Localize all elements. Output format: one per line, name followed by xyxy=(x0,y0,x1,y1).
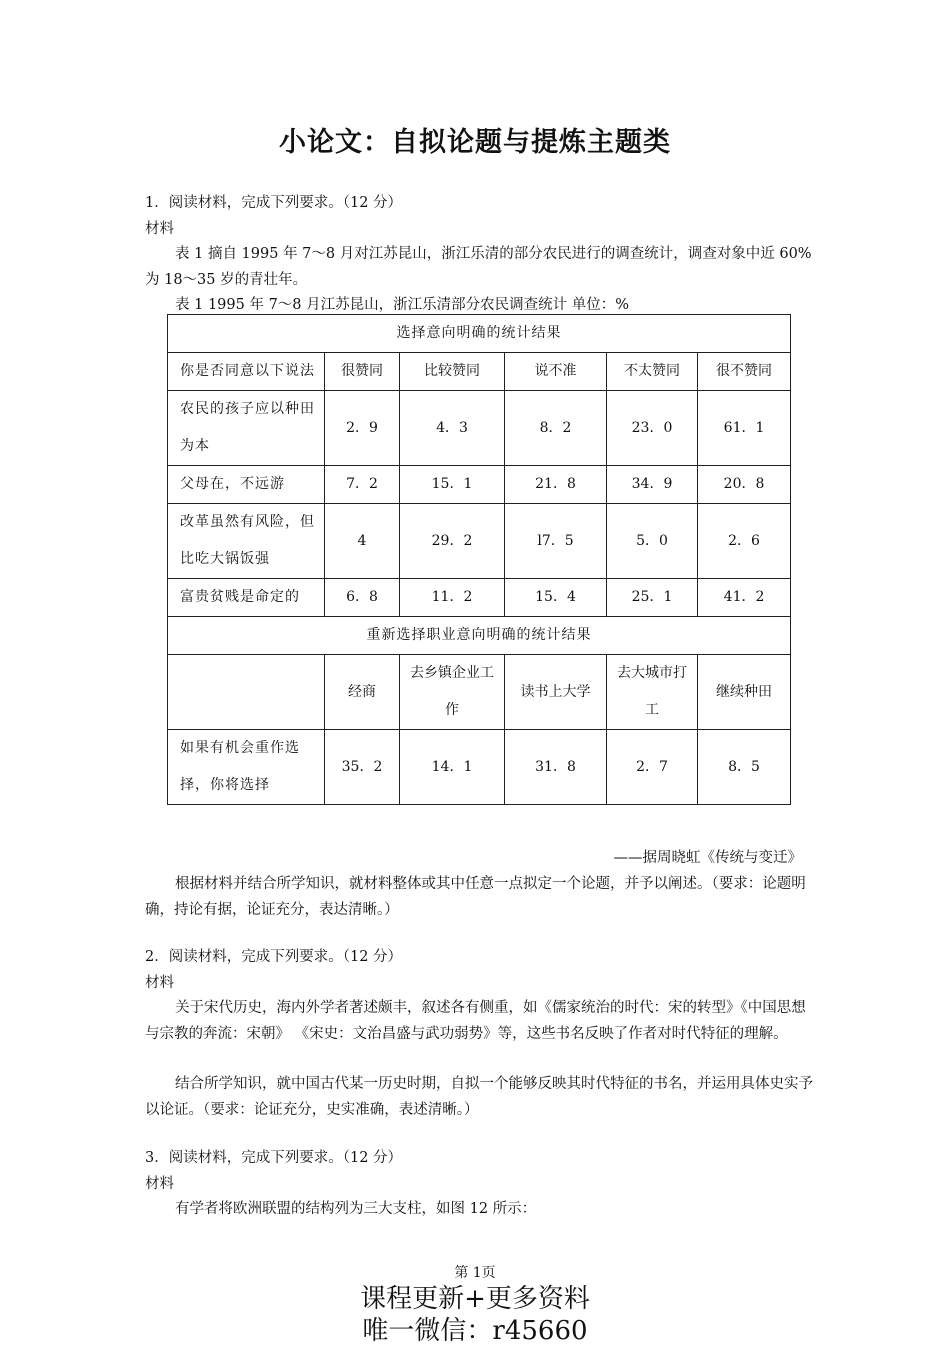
page-number: 第 1页 xyxy=(454,1265,496,1281)
table-cell: 5．0 xyxy=(607,504,698,579)
table-cell: 25．1 xyxy=(607,579,698,617)
q2-heading: 2．阅读材料，完成下列要求。（12 分） xyxy=(145,949,403,965)
table-cell: 4．3 xyxy=(400,391,505,466)
table-cell: 15．4 xyxy=(505,579,607,617)
table-cell: 农民的孩子应以种田为本 xyxy=(168,391,325,466)
q1-table-caption: 表 1 1995 年 7～8 月江苏昆山，浙江乐清部分农民调查统计 单位：% xyxy=(175,297,630,313)
q3-heading: 3．阅读材料，完成下列要求。（12 分） xyxy=(145,1150,403,1166)
table-cell: 15．1 xyxy=(400,466,505,504)
table-cell: 4 xyxy=(325,504,400,579)
table-cell: 41．2 xyxy=(698,579,791,617)
table-cell: 8．2 xyxy=(505,391,607,466)
section2-title: 重新选择职业意向明确的统计结果 xyxy=(168,617,791,655)
table-cell: 31．8 xyxy=(505,730,607,805)
header-cell: 去大城市打工 xyxy=(607,655,698,730)
survey-table xyxy=(167,314,791,805)
q1-heading: 1．阅读材料，完成下列要求。（12 分） xyxy=(145,195,403,211)
q1-intro: 表 1 摘自 1995 年 7～8 月对江苏昆山，浙江乐清的部分农民进行的调查统计，调查对象中近 60%为 18～35 岁的青壮年。 xyxy=(145,246,812,288)
header-cell: 不太赞同 xyxy=(607,353,698,391)
section1-title: 选择意向明确的统计结果 xyxy=(168,315,791,353)
table-cell: 14．1 xyxy=(400,730,505,805)
table-row xyxy=(168,730,791,805)
table-header-row xyxy=(168,353,791,391)
header-cell: 继续种田 xyxy=(698,655,791,730)
table-row xyxy=(168,391,791,466)
table-row xyxy=(168,579,791,617)
header-cell: 说不准 xyxy=(505,353,607,391)
header-cell: 很不赞同 xyxy=(698,353,791,391)
table-row xyxy=(168,466,791,504)
table-header-row xyxy=(168,655,791,730)
table-cell: 35．2 xyxy=(325,730,400,805)
table-cell: 6．8 xyxy=(325,579,400,617)
table-cell: 29．2 xyxy=(400,504,505,579)
table-cell: 如果有机会重作选择，你将选择 xyxy=(168,730,325,805)
table-cell: 20．8 xyxy=(698,466,791,504)
table-cell: 21．8 xyxy=(505,466,607,504)
header-cell: 比较赞同 xyxy=(400,353,505,391)
q2-material-label: 材料 xyxy=(145,975,174,991)
table-cell: 改革虽然有风险，但比吃大锅饭强 xyxy=(168,504,325,579)
q1-task: 根据材料并结合所学知识，就材料整体或其中任意一点拟定一个论题，并予以阐述。（要求：论题明确，持论有据，论证充分，表达清晰。） xyxy=(145,876,806,918)
table-cell: 父母在，不远游 xyxy=(168,466,325,504)
table-section-row xyxy=(168,315,791,353)
header-cell: 很赞同 xyxy=(325,353,400,391)
header-cell xyxy=(168,655,325,730)
q3-material-label: 材料 xyxy=(145,1176,174,1192)
footer-line-2: 唯一微信：r45660 xyxy=(362,1316,588,1346)
q3-text: 有学者将欧洲联盟的结构列为三大支柱，如图 12 所示： xyxy=(175,1201,537,1217)
header-cell: 经商 xyxy=(325,655,400,730)
table-cell: 34．9 xyxy=(607,466,698,504)
table-source: ——据周晓虹《传统与变迁》 xyxy=(613,850,802,866)
page-title: 小论文：自拟论题与提炼主题类 xyxy=(279,127,671,158)
footer-line-1: 课程更新+更多资料 xyxy=(360,1284,590,1314)
table-cell: 11．2 xyxy=(400,579,505,617)
q2-task: 结合所学知识，就中国古代某一历史时期，自拟一个能够反映其时代特征的书名，并运用具体史实予以论证。（要求：论证充分，史实准确，表述清晰。） xyxy=(145,1076,813,1118)
table-cell: 富贵贫贱是命定的 xyxy=(168,579,325,617)
table-section-row xyxy=(168,617,791,655)
table-row xyxy=(168,504,791,579)
header-cell: 读书上大学 xyxy=(505,655,607,730)
table-cell: l7．5 xyxy=(505,504,607,579)
q2-text: 关于宋代历史，海内外学者著述颇丰，叙述各有侧重，如《儒家统治的时代：宋的转型》《中国思想与宗教的奔流：宋朝》 《宋史：文治昌盛与武功弱势》等，这些书名反映了作者对时代特征的理解。 xyxy=(145,1000,806,1042)
table-cell: 2．6 xyxy=(698,504,791,579)
table-cell: 61．1 xyxy=(698,391,791,466)
q1-material-label: 材料 xyxy=(145,221,174,237)
table-cell: 2．9 xyxy=(325,391,400,466)
table-cell: 8．5 xyxy=(698,730,791,805)
header-cell: 你是否同意以下说法 xyxy=(168,353,325,391)
table-cell: 23．0 xyxy=(607,391,698,466)
table-cell: 7．2 xyxy=(325,466,400,504)
table-cell: 2．7 xyxy=(607,730,698,805)
header-cell: 去乡镇企业工作 xyxy=(400,655,505,730)
